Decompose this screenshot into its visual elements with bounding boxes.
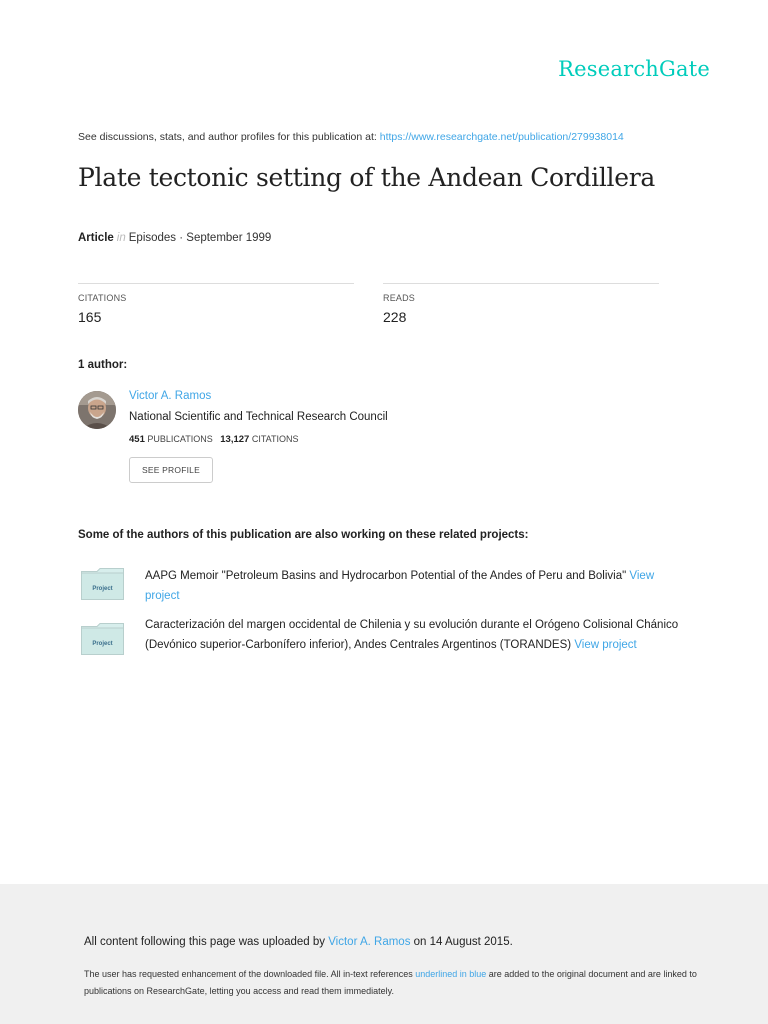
related-projects-heading: Some of the authors of this publication are also working on these related projects: [78, 529, 529, 541]
author-publications-count: 451 [129, 434, 145, 445]
discussion-text: See discussions, stats, and author profiles for this publication at: [78, 131, 380, 143]
discussion-line [78, 131, 624, 143]
author-institution: National Scientific and Technical Research Council [129, 411, 388, 423]
project-folder-icon[interactable] [81, 623, 124, 655]
view-project-link[interactable]: View project [574, 639, 637, 651]
note-prefix: The user has requested enhancement of the downloaded file. All in-text references [84, 969, 416, 979]
project-title: Caracterización del margen occidental de Chilenia y su evolución durante el Orógeno Colisional Chánico (Devónico superior-Carbonífero inferior), Andes Centrales Argentinos (TORANDES) [145, 619, 679, 651]
author-avatar[interactable] [78, 391, 116, 429]
uploader-link[interactable]: Victor A. Ramos [328, 936, 411, 948]
project-title: AAPG Memoir "Petroleum Basins and Hydrocarbon Potential of the Andes of Peru and Bolivia" [145, 570, 630, 582]
footer [0, 884, 768, 1024]
author-stats [129, 434, 299, 445]
publication-meta [78, 232, 271, 244]
citations-label: CITATIONS [78, 293, 127, 303]
upload-suffix: on 14 August 2015. [410, 936, 513, 948]
see-profile-button[interactable]: SEE PROFILE [129, 457, 213, 483]
project-description [145, 615, 690, 655]
view-project-link[interactable]: View project [145, 570, 655, 602]
reads-label: READS [383, 293, 416, 303]
citations-value: 165 [78, 309, 102, 325]
venue-date: Episodes · September 1999 [128, 232, 272, 244]
author-citations-count: 13,127 [220, 434, 250, 445]
enhancement-note [84, 966, 704, 1000]
citations-stat [78, 283, 354, 325]
underlined-in-blue-text: underlined in blue [415, 969, 487, 979]
reads-stat [383, 283, 659, 325]
project-folder-icon[interactable] [81, 568, 124, 600]
project-description [145, 566, 690, 606]
author-name-link[interactable]: Victor A. Ramos [129, 390, 212, 402]
publication-title: Plate tectonic setting of the Andean Cordillera [78, 163, 655, 192]
upload-notice [84, 936, 513, 948]
project-folder-label: Project [92, 641, 113, 647]
project-folder-label: Project [92, 586, 113, 592]
reads-value: 228 [383, 309, 407, 325]
note-suffix: are added to the original document and are linked to publications on ResearchGate, letting you access and read them immediately. [84, 969, 697, 996]
author-publications-label: PUBLICATIONS [147, 434, 213, 444]
publication-url-link[interactable]: https://www.researchgate.net/publication/279938014 [379, 131, 624, 143]
researchgate-logo[interactable]: ResearchGate [558, 57, 710, 81]
author-citations-label: CITATIONS [251, 434, 299, 444]
upload-prefix: All content following this page was uploaded by [84, 936, 329, 948]
author-photo-icon [78, 391, 116, 429]
authors-heading: 1 author: [78, 359, 128, 371]
publication-type: Article [78, 232, 114, 244]
in-label: in [116, 232, 126, 244]
